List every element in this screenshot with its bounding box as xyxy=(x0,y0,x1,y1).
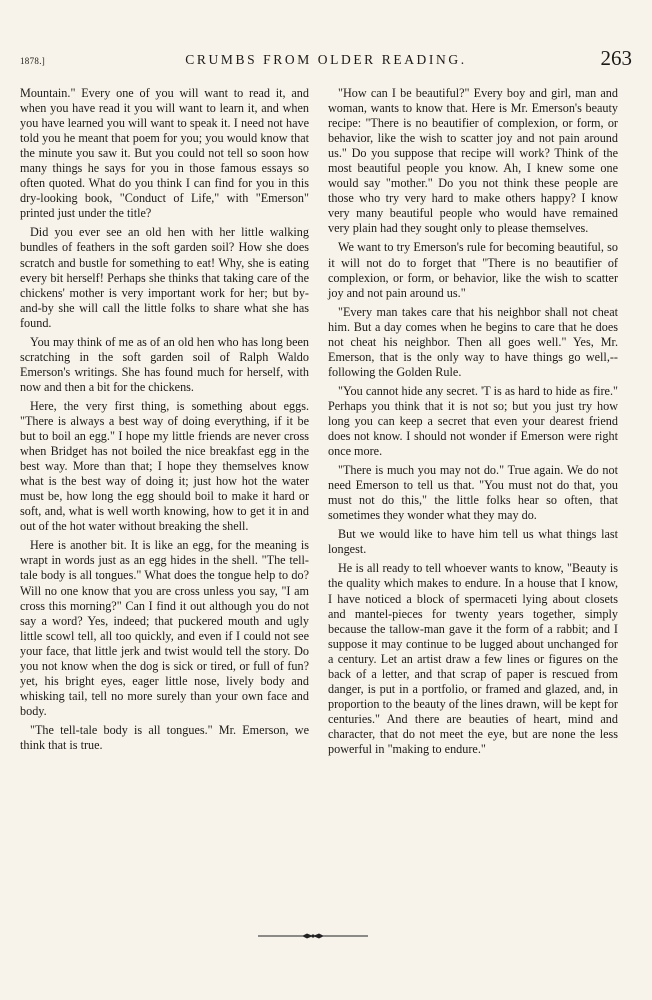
paragraph: "The tell-tale body is all tongues." Mr. Emerson, we think that is true. xyxy=(20,722,309,752)
paragraph: Here is another bit. It is like an egg, for the meaning is wrapt in words just as an egg hides in the shell. "The tell-tale body is all tongues." What does the tongue help to do? Will no one know that you are cross unless you say, "I am cross this morning?" Can I find it out although you do not say a word? Yes, indeed; that puckered mouth and ugly little scowl tell, all too quickly, and even if I could not see your face, that little jerk and twist would tell the story. Do you not know when the dog is sick or tired, or full of fun? yet, his bright eyes, eager little nose, lively body and whisking tail, tell no more surely than your own face and body. xyxy=(20,538,309,718)
header-year: 1878.] xyxy=(20,56,46,66)
paragraph: We want to try Emerson's rule for becoming beautiful, so it will not do to forget that "There is no beautifier of complexion, or form, or behavior, like the wish to scatter joy and not pain around us." xyxy=(328,240,618,300)
paragraph: Here, the very first thing, is something about eggs. "There is always a best way of doing everything, if it be but to boil an egg." I hope my little friends are never cross when Bridget has not boiled the nice breakfast egg in the best way. More than that; I hope they themselves know what is the best way of doing it; just how hot the water must be, how long the egg should boil to make it hard or soft, and, what is well worth knowing, how to get it in and out of the hot water without breaking the shell. xyxy=(20,398,309,534)
paragraph: But we would like to have him tell us what things last longest. xyxy=(328,527,618,557)
paragraph: Mountain." Every one of you will want to read it, and when you have read it you will want to learn it, and when you have learned you will want to speak it. I need not have told you he meant that poem for you; you would know that the minute you saw it. But you could not tell so soon how many things he says for you in those famous essays so often quoted. What do you think I can find for you in this dry-looking book, "Conduct of Life," with "Emerson" printed just under the title? xyxy=(20,86,309,221)
paragraph: "How can I be beautiful?" Every boy and girl, man and woman, wants to know that. Here is Mr. Emerson's beauty recipe: "There is no beautifier of complexion, or form, or behavior, like the wish to scatter joy and not pain around us." Do you suppose that recipe will work? Think of the most beautiful people you know. Ah, I knew some one would say "mother." Do you not think these people are those who try very hard to make others happy? I know very many beautiful people who would have remained very plain had they sought only to please themselves. xyxy=(328,86,618,236)
paragraph: "You cannot hide any secret. 'T is as hard to hide as fire." Perhaps you think that it is not so; but you just try how long you can keep a secret that even your dearest friend does not know. I should not wonder if Emerson were right once more. xyxy=(328,383,618,459)
header-title: CRUMBS FROM OLDER READING. xyxy=(185,52,467,67)
paragraph: "Every man takes care that his neighbor shall not cheat him. But a day comes when he begins to care that he does not cheat his neighbor. Then all goes well." Yes, Mr. Emerson, that is the only way to have things go well,--following the Golden Rule. xyxy=(328,304,618,379)
end-ornament xyxy=(258,932,368,940)
page-number: 263 xyxy=(600,46,632,70)
paragraph: Did you ever see an old hen with her little walking bundles of feathers in the soft garden soil? How she does scratch and bustle for something to eat! Why, she is eating every bit herself! Perhaps she thinks that taking care of the chickens' mother is very important work for her; but by-and-by she will call the little folks to share what she has found. xyxy=(20,225,309,330)
running-header xyxy=(20,46,632,76)
right-column xyxy=(328,86,618,761)
left-column xyxy=(20,86,309,757)
paragraph: He is all ready to tell whoever wants to know, "Beauty is the quality which makes to endure. In a house that I know, I have noticed a block of spermaceti lying about closets and mantel-pieces for twenty years together, simply because the tallow-man gave it the form of a rabbit; and I suppose it may continue to be lugged about unchanged for a century. Let an artist draw a few lines or figures on the back of a letter, and that scrap of paper is rescued from danger, is put in a portfolio, or framed and glazed, and, in proportion to the beauty of the lines drawn, will be kept for centuries." And there are beauties of heart, mind and character, that do not meet the eye, but are none the less powerful in "making to endure." xyxy=(328,561,618,756)
paragraph: "There is much you may not do." True again. We do not need Emerson to tell us that. "You must not do that, you must not do this," the little folks hear so often, that sometimes they wonder what they may do. xyxy=(328,463,618,523)
paragraph: You may think of me as of an old hen who has long been scratching in the soft garden soil of Ralph Waldo Emerson's writings. She has found much for herself, with now and then a bit for the chickens. xyxy=(20,334,309,394)
